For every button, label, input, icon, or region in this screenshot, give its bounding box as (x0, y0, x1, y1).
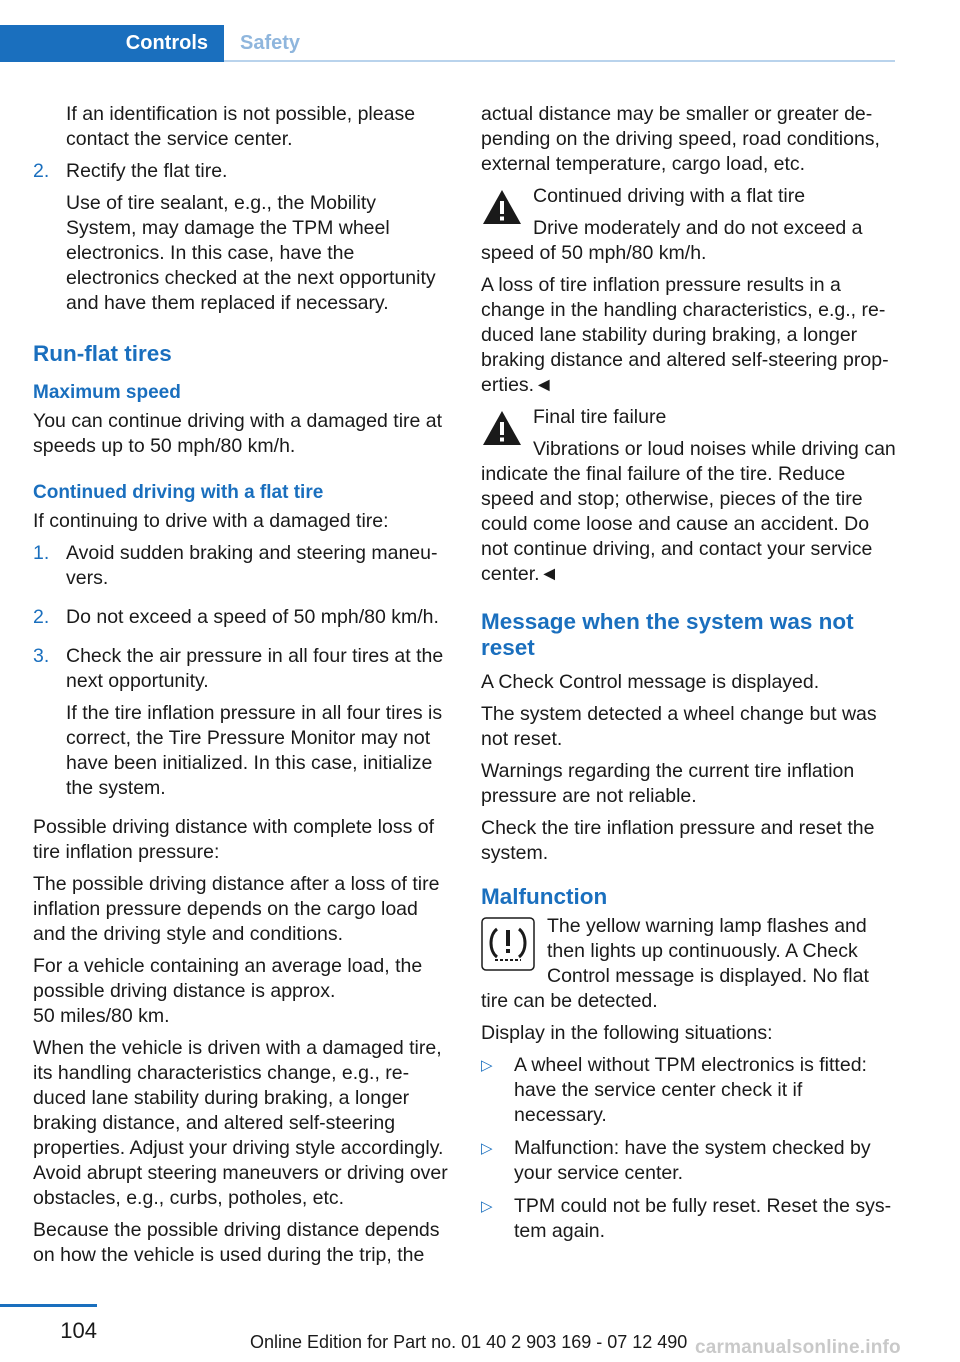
continued-intro: If continuing to drive with a damaged tire: (33, 510, 389, 532)
step-number: 2. (33, 606, 50, 628)
message-text-3: Warnings regarding the current tire inflation pressure are not reliable. (481, 760, 855, 807)
step-number: 3. (33, 645, 50, 667)
situation-list (481, 1053, 899, 1244)
handling-text: When the vehicle is driven with a damaged tire, its handling characteristics change, e.g., reduced lane stability during braking, a longer braking distance, and altered self-steering properties. Adjust your driving style accordingly. Avoid abrupt steering maneuvers or driving over obstacles, e.g., curbs, potholes, etc. (33, 1037, 448, 1209)
distance-label: Possible driving distance with complete loss of tire inflation pressure: (33, 816, 435, 863)
heading-message-not-reset: Message when the system was not reset (481, 609, 854, 660)
header-tabs (0, 25, 895, 63)
because-text: Because the possible driving distance depends on how the vehicle is used during the trip, the (33, 1219, 440, 1266)
bullet-text: TPM could not be fully reset. Reset the system again. (514, 1195, 892, 1242)
step-text: Do not exceed a speed of 50 mph/80 km/h. (66, 606, 439, 628)
step-text: Check the air pressure in all four tires at the next opportunity. (66, 645, 444, 692)
watermark: carmanualsonline.info (695, 1337, 901, 1358)
message-text-2: The system detected a wheel change but was not reset. (481, 703, 877, 750)
list-item (33, 605, 451, 637)
bullet-text: Malfunction: have the system checked by your service center. (514, 1137, 871, 1184)
bullet-text: A wheel without TPM electronics is fitted: have the service center check it if necessary. (514, 1054, 867, 1126)
intro-text: If an identification is not possible, please contact the service center. (66, 103, 416, 150)
list-item (33, 541, 451, 598)
message-text-4: Check the tire inflation pressure and reset the system. (481, 817, 875, 864)
footer-bar (0, 1304, 97, 1307)
step-number: 2. (33, 160, 50, 182)
right-column (481, 102, 899, 1252)
tab-controls[interactable]: Controls (0, 25, 224, 62)
tab-safety[interactable]: Safety (240, 32, 301, 54)
warning-title: Final tire failure (533, 406, 667, 428)
warning-icon (481, 187, 523, 227)
distance-depends: The possible driving distance after a loss of tire inflation pressure depends on the cargo load and the driving style and conditions. (33, 873, 440, 945)
tab-underline (224, 60, 895, 62)
triangle-bullet-icon: ▷ (481, 1057, 493, 1074)
list-item (481, 1194, 899, 1244)
malfunction-block (481, 914, 899, 1014)
heading-malfunction: Malfunction (481, 884, 608, 909)
list-item (481, 1053, 899, 1128)
average-value: 50 miles/80 km. (33, 1005, 170, 1027)
message-text-1: A Check Control message is displayed. (481, 671, 820, 693)
warning-final-failure (481, 405, 899, 587)
warning-extra: A loss of tire inflation pressure results in a change in the handling characteristics, e.g., reduced lane stability during braking, a longer braking distance and altered self-steering properties.◄ (481, 274, 889, 396)
list-item (481, 1136, 899, 1186)
display-intro: Display in the following situations: (481, 1022, 773, 1044)
maximum-speed-text: You can continue driving with a damaged tire at speeds up to 50 mph/80 km/h. (33, 410, 443, 457)
warning-body: Drive moderately and do not exceed a speed of 50 mph/80 km/h. (481, 217, 863, 264)
warning-flat-tire (481, 184, 899, 266)
warning-icon (481, 408, 523, 448)
average-load: For a vehicle containing an average load, the possible driving distance is approx. (33, 955, 423, 1002)
distance-continued: actual distance may be smaller or greater depending on the driving speed, road conditions, external temperature, cargo load, etc. (481, 103, 880, 175)
warning-body: Vibrations or loud noises while driving can indicate the final failure of the tire. Reduce speed and stop; otherwise, pieces of the tire could come loose and cause an accident. Do not continue driving, and contact your service center.◄ (481, 438, 896, 585)
malfunction-text: The yellow warning lamp flashes and then lights up continuously. A Check Control message is displayed. No flat tire can be detected. (481, 915, 869, 1012)
step-number: 1. (33, 542, 50, 564)
heading-continued-driving: Continued driving with a flat tire (33, 482, 324, 503)
step-text: Avoid sudden braking and steering maneuvers. (66, 542, 438, 589)
page-number: 104 (60, 1318, 97, 1343)
step-2 (33, 159, 451, 323)
heading-maximum-speed: Maximum speed (33, 382, 181, 403)
step-title: Rectify the flat tire. (66, 160, 228, 182)
warning-title: Continued driving with a flat tire (533, 185, 806, 207)
left-column (33, 102, 451, 1275)
tire-pressure-warning-lamp-icon (481, 917, 535, 971)
list-item (33, 644, 451, 808)
step-subtext: If the tire inflation pressure in all four tires is correct, the Tire Pressure Monitor may not have been initialized. In this case, initialize the system. (66, 702, 443, 799)
edition-text: Online Edition for Part no. 01 40 2 903 169 - 07 12 490 (250, 1332, 688, 1352)
heading-run-flat-tires: Run-flat tires (33, 341, 172, 366)
triangle-bullet-icon: ▷ (481, 1140, 493, 1157)
triangle-bullet-icon: ▷ (481, 1198, 493, 1215)
step-body: Use of tire sealant, e.g., the Mobility System, may damage the TPM wheel electronics. In this case, have the electronics checked at the next opportunity and have them replaced if necessary. (66, 192, 436, 314)
